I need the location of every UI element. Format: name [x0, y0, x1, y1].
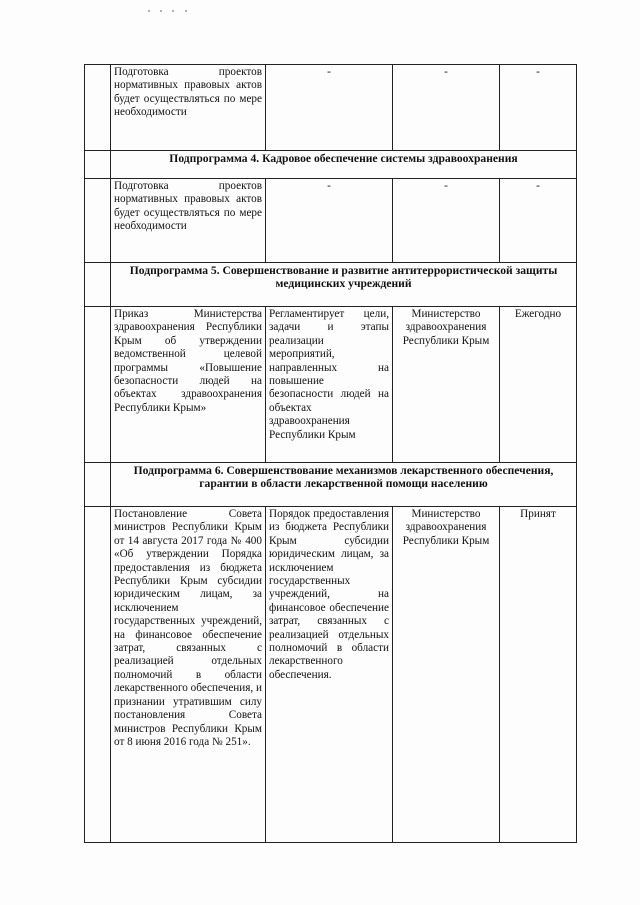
table-row: [85, 179, 577, 263]
term-cell: -: [500, 179, 577, 263]
term-cell: Принят: [500, 507, 577, 843]
purpose-cell: -: [266, 179, 393, 263]
table-row: [85, 307, 577, 463]
row-number-cell: [85, 507, 111, 843]
scan-artifact: [148, 10, 150, 12]
executor-cell: -: [393, 179, 500, 263]
measures-table: [84, 64, 577, 843]
section-heading: Подпрограмма 6. Совершенствование механизмов лекарственного обеспечения, гарантии в области лекарственной помощи населению: [111, 463, 577, 507]
section-heading-row: [85, 463, 577, 507]
section-heading-row: [85, 263, 577, 307]
executor-cell: -: [393, 65, 500, 151]
executor-cell: Министерство здравоохранения Республики Крым: [393, 507, 500, 843]
section-heading: Подпрограмма 5. Совершенствование и развитие антитеррористической защиты медицинских учреждений: [111, 263, 577, 307]
section-heading-row: [85, 151, 577, 179]
document-cell: Постановление Совета министров Республики Крым от 14 августа 2017 года № 400 «Об утверждении Порядка предоставления из бюджета Республики Крым субсидии юридическим лицам, за исключением государственных учреждений, на финансовое обеспечение затрат, связанных с реализацией отдельных полномочий в области лекарственного обеспечения, и признании утратившим силу постановления Совета министров Республики Крым от 8 июня 2016 года № 251».: [111, 507, 266, 843]
row-number-cell: [85, 463, 111, 507]
row-number-cell: [85, 151, 111, 179]
scan-artifact: [160, 10, 162, 12]
row-number-cell: [85, 179, 111, 263]
table-row: [85, 65, 577, 151]
term-cell: Ежегодно: [500, 307, 577, 463]
purpose-cell: Порядок предоставления из бюджета Республики Крым субсидии юридическим лицам, за исключением государственных учреждений, на финансовое обеспечение затрат, связанных с реализацией отдельных полномочий в области лекарственного обеспечения.: [266, 507, 393, 843]
purpose-cell: Регламентирует цели, задачи и этапы реализации мероприятий, направленных на повышение безопасности людей на объектах здравоохранения Республики Крым: [266, 307, 393, 463]
row-number-cell: [85, 307, 111, 463]
table-row: [85, 507, 577, 843]
executor-cell: Министерство здравоохранения Республики Крым: [393, 307, 500, 463]
section-heading: Подпрограмма 4. Кадровое обеспечение системы здравоохранения: [111, 151, 577, 179]
document-cell: Подготовка проектов нормативных правовых актов будет осуществляться по мере необходимости: [111, 179, 266, 263]
document-cell: Приказ Министерства здравоохранения Республики Крым об утверждении ведомственной целевой программы «Повышение безопасности людей на объектах здравоохранения Республики Крым»: [111, 307, 266, 463]
row-number-cell: [85, 65, 111, 151]
row-number-cell: [85, 263, 111, 307]
scan-artifact: [172, 10, 174, 12]
document-cell: Подготовка проектов нормативных правовых актов будет осуществляться по мере необходимости: [111, 65, 266, 151]
scan-artifact: [185, 10, 187, 12]
term-cell: -: [500, 65, 577, 151]
purpose-cell: -: [266, 65, 393, 151]
